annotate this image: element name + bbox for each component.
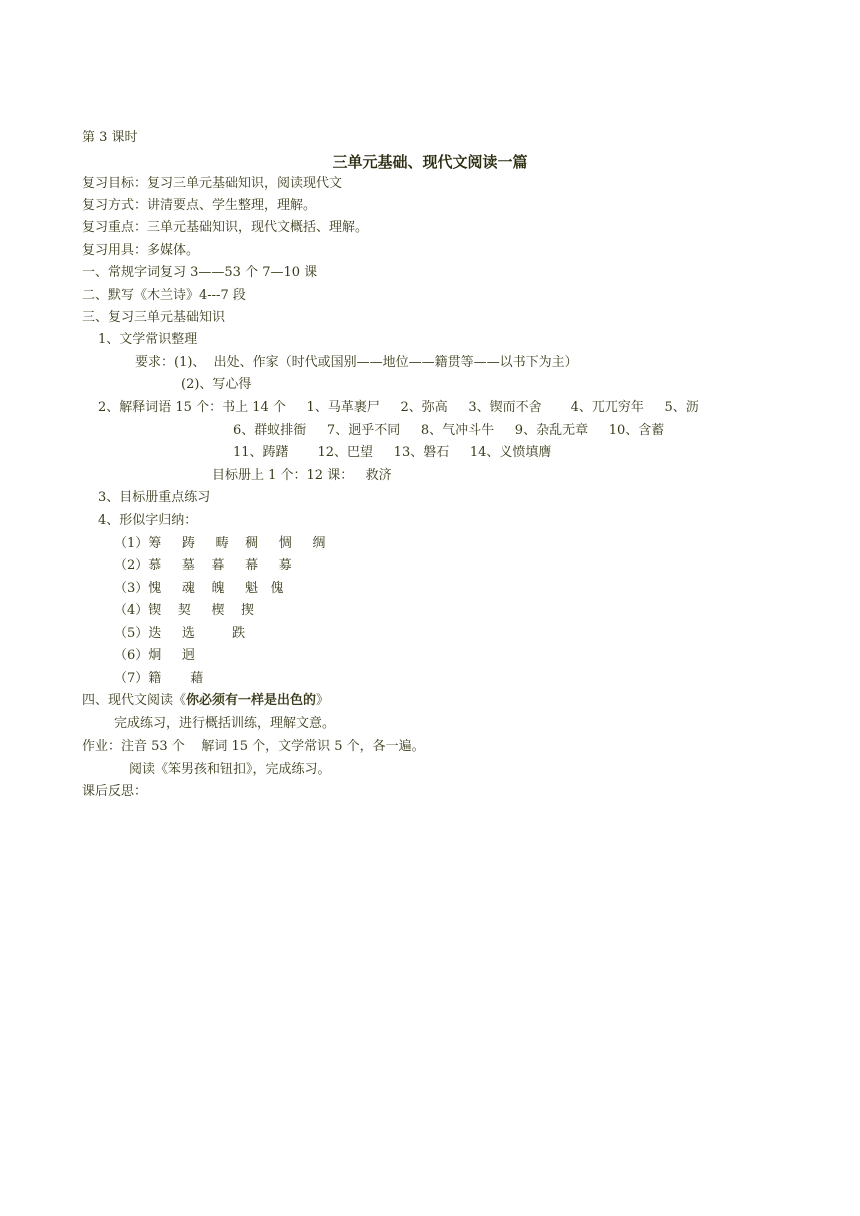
- section-one: 一、常规字词复习 3——53 个 7—10 课: [82, 265, 318, 280]
- vocab-line-1: 2、解释词语 15 个：书上 14 个 1、马革裹尸 2、弥高 3、锲而不舍 4、兀兀穷年 5、沥: [98, 400, 699, 415]
- review-method: 复习方式：讲清要点、学生整理，理解。: [82, 198, 317, 213]
- similar-chars-row: （6）炯 迥: [114, 648, 195, 663]
- homework-reading: 阅读《笨男孩和钮扣》，完成练习。: [129, 762, 331, 777]
- homework: 作业：注音 53 个 解词 15 个，文学常识 5 个，各一遍。: [82, 739, 425, 754]
- section-three: 三、复习三单元基础知识: [82, 310, 226, 325]
- review-tools: 复习用具：多媒体。: [82, 243, 200, 258]
- similar-chars-row: （5）迭 选 跌: [114, 626, 246, 641]
- literature-requirement-2: (2)、写心得: [181, 377, 252, 392]
- literature-requirement: 要求：(1)、 出处、作家（时代或国别——地位——籍贯等——以书下为主）: [135, 355, 578, 370]
- section-four-suffix: 》: [316, 693, 330, 708]
- subsection-practice: 3、目标册重点练习: [98, 490, 211, 505]
- review-goal: 复习目标：复习三单元基础知识，阅读现代文: [82, 176, 343, 191]
- page-title: 三单元基础、现代文阅读一篇: [332, 153, 528, 171]
- reading-title: 你必须有一样是出色的: [186, 693, 317, 708]
- reading-note: 完成练习，进行概括训练，理解文意。: [114, 716, 336, 731]
- review-focus: 复习重点：三单元基础知识，现代文概括、理解。: [82, 220, 369, 235]
- similar-chars-row: （3）愧 魂 魄 魁 傀: [114, 581, 284, 596]
- reflection-label: 课后反思：: [82, 784, 148, 799]
- section-four: [82, 693, 329, 709]
- vocab-line-3: 11、踌躇 12、巴望 13、磐石 14、义愤填膺: [233, 445, 552, 460]
- similar-chars-row: （7）籍 藉: [114, 671, 204, 686]
- section-four-prefix: 四、现代文阅读《: [82, 693, 187, 708]
- section-two: 二、默写《木兰诗》4---7 段: [82, 288, 246, 303]
- similar-chars-row: （4）锲 契 楔 揳: [114, 603, 254, 618]
- similar-chars-row: （1）筹 踌 畴 稠 惆 绸: [114, 536, 326, 551]
- vocab-line-2: 6、群蚁排衙 7、迥乎不同 8、气冲斗牛 9、杂乱无章 10、含蓄: [233, 423, 665, 438]
- subsection-literature: 1、文学常识整理: [98, 332, 198, 347]
- vocab-line-4: 目标册上 1 个：12 课： 救济: [212, 468, 392, 483]
- lesson-label: 第 3 课时: [82, 130, 138, 145]
- subsection-similar-chars: 4、形似字归纳：: [98, 513, 198, 528]
- similar-chars-row: （2）慕 墓 暮 幕 募: [114, 558, 292, 573]
